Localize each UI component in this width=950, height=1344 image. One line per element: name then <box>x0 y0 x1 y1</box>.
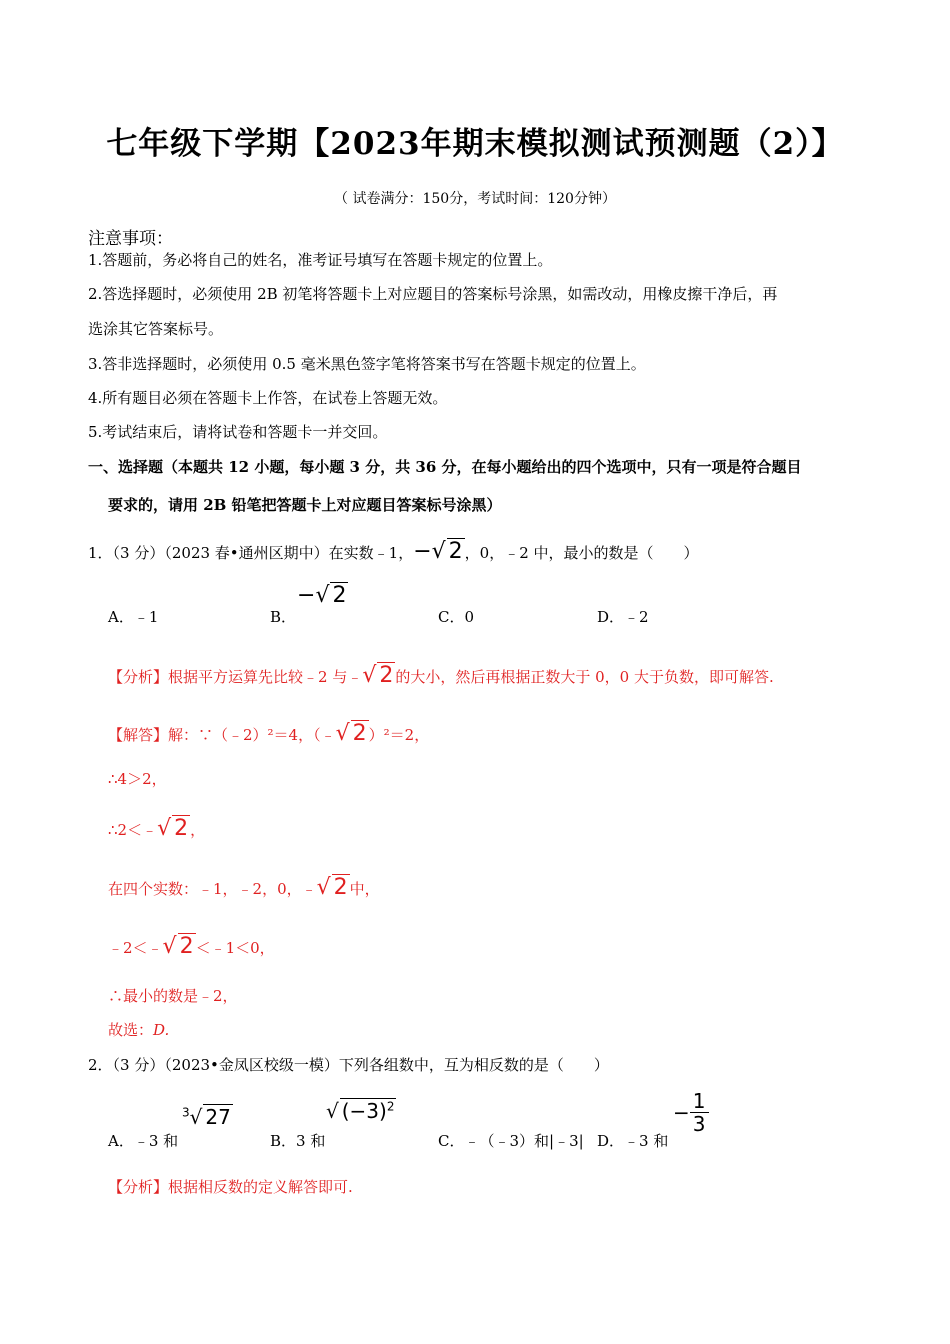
section-heading-line2: 要求的，请用 2B 铅笔把答题卡上对应题目答案标号涂黑） <box>108 496 502 514</box>
q1-step-4: ﹣2＜﹣√ 2 ＜﹣1＜0， <box>108 934 275 959</box>
q2-option-a-label: A．﹣3 和 <box>108 1132 179 1150</box>
q2-option-d-label: D．﹣3 和 <box>597 1132 669 1150</box>
exam-info: （ 试卷满分：150分，考试时间：120分钟） <box>334 191 616 207</box>
q2-option-b-label: B．3 和 <box>270 1132 326 1150</box>
q1-step-1: ∴4＞2， <box>108 770 167 788</box>
fraction: $\frac{1}{3}$ <box>690 1090 709 1135</box>
notice-item-3: 3.答非选择题时，必须使用 0.5 毫米黑色签字笔将答案书写在答题卡规定的位置上。 <box>88 355 646 373</box>
q1-option-a: A．﹣1 <box>108 608 159 626</box>
q1-option-d: D．﹣2 <box>597 608 649 626</box>
q2-option-a-value: $^3$√ 27 <box>182 1105 231 1129</box>
sqrt-symbol: √ 2 <box>431 539 463 564</box>
notice-item-2-cont: 选涂其它答案标号。 <box>88 320 224 338</box>
q2-analysis: 【分析】根据相反数的定义解答即可. <box>108 1178 353 1196</box>
q2-option-c: C．﹣（﹣3）和|﹣3| <box>438 1132 584 1150</box>
notice-item-5: 5.考试结束后，请将试卷和答题卡一并交回。 <box>88 423 388 441</box>
page-title: 七年级下学期【2023年期末模拟测试预测题（2）】 <box>106 126 844 162</box>
q1-step-3: 在四个实数：﹣1，﹣2，0，﹣√ 2 中， <box>108 875 380 900</box>
q1-option-c: C．0 <box>438 608 475 626</box>
notice-item-2: 2.答选择题时，必须使用 2B 初笔将答题卡上对应题目的答案标号涂黑，如需改动，用橡皮擦干净后，再 <box>88 285 778 303</box>
q1-conclusion: ∴最小的数是﹣2， <box>108 987 238 1005</box>
q1-analysis: 【分析】根据平方运算先比较﹣2 与﹣√ 2 的大小，然后再根据正数大于 0，0 大于负数，即可解答. <box>108 663 774 688</box>
q2-stem: 2．（3 分）（2023•金凤区校级一模）下列各组数中，互为相反数的是（ ） <box>88 1056 609 1074</box>
notice-item-1: 1.答题前，务必将自己的姓名，准考证号填写在答题卡规定的位置上。 <box>88 251 553 269</box>
q1-option-b-label: B． <box>270 608 297 626</box>
q2-option-d-value: − $\frac{1}{3}$ <box>673 1090 709 1135</box>
section-heading-line1: 一、选择题（本题共 12 小题，每小题 3 分，共 36 分，在每小题给出的四个选项中，只有一项是符合题目 <box>88 458 802 476</box>
q1-solution: 【解答】解：∵（﹣2）²＝4，（﹣√ 2 ）²＝2， <box>108 721 430 746</box>
q1-answer: 故选：D. <box>108 1021 170 1039</box>
q1-step-2: ∴2＜﹣√ 2 ， <box>108 816 206 841</box>
notice-item-4: 4.所有题目必须在答题卡上作答，在试卷上答题无效。 <box>88 389 448 407</box>
notice-heading: 注意事项： <box>88 229 173 249</box>
q2-option-b-value: √ $(-3)^2$ <box>326 1099 395 1123</box>
q1-option-b-value: −√ 2 <box>297 583 347 608</box>
q1-stem: 1．（3 分）（2023 春•通州区期中）在实数﹣1，−√ 2 ，0，﹣2 中，最小的数是（ ） <box>88 539 699 564</box>
